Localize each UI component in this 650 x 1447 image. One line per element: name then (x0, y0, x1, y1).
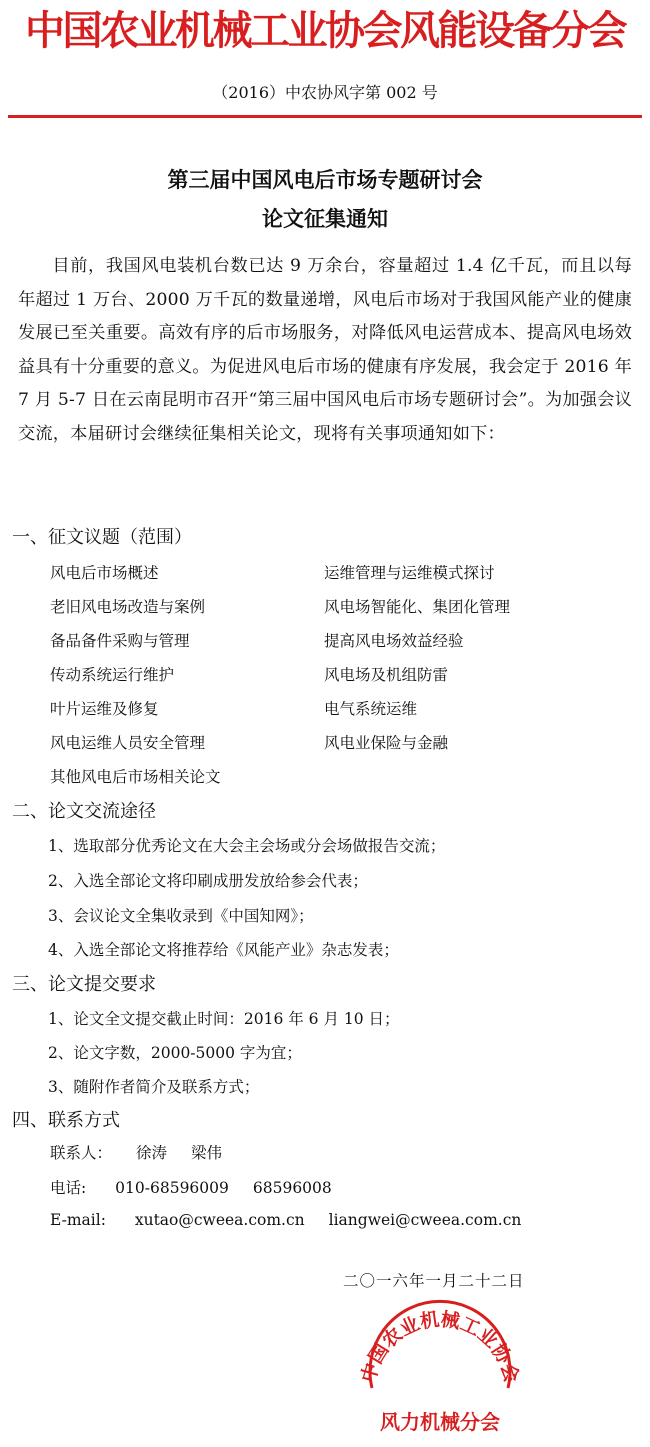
topic-left-item: 风电运维人员安全管理 (50, 734, 206, 752)
document-number: （2016）中农协风字第 002 号 (212, 83, 438, 102)
title-line-2: 论文征集通知 (262, 206, 388, 231)
topic-left-item: 其他风电后市场相关论文 (50, 768, 221, 786)
header-divider (8, 115, 642, 118)
topic-right-item: 电气系统运维 (324, 700, 418, 718)
section-heading-contact: 四、联系方式 (12, 1110, 120, 1131)
issue-date: 二〇一六年一月二十二日 (343, 1272, 525, 1290)
exchange-item: 4、入选全部论文将推荐给《风能产业》杂志发表； (48, 941, 399, 959)
contact-phone-label: 电话: (50, 1179, 92, 1197)
contact-phone-row (50, 1176, 332, 1198)
exchange-item: 3、会议论文全集收录到《中国知网》； (48, 907, 314, 925)
contact-email-label: E-mail: (50, 1211, 111, 1229)
contact-person-2: 梁伟 (191, 1144, 223, 1162)
organization-header: 中国农业机械工业协会风能设备分会 (25, 7, 625, 54)
topic-left-item: 叶片运维及修复 (50, 700, 159, 718)
section-heading-requirements: 三、论文提交要求 (12, 974, 156, 995)
requirement-item: 3、随附作者简介及联系方式； (48, 1078, 260, 1096)
title-line-1: 第三届中国风电后市场专题研讨会 (167, 167, 483, 192)
topic-right-item: 风电场及机组防雷 (324, 666, 449, 684)
section-heading-topics: 一、征文议题（范围） (12, 527, 192, 548)
seal-arc-text (357, 1308, 524, 1385)
topic-right-item: 运维管理与运维模式探讨 (324, 564, 495, 582)
official-seal (350, 1292, 530, 1437)
topic-left-item: 备品备件采购与管理 (50, 632, 190, 650)
topic-right-item: 风电业保险与金融 (324, 734, 449, 752)
intro-paragraph: 目前，我国风电装机台数已达 9 万余台，容量超过 1.4 亿千瓦，而且以每年超过 1 万台、2000 万千瓦的数量递增，风电后市场对于我国风能产业的健康发展已至关重要。高效有序的后市场服务，对降低风电运营成本、提高风电场效益具有十分重要的意义。为促进风电后市场的健康有序发展，我会定于 2016 年 7 月 5-7 日在云南昆明市召开“第三届中国风电后市场专题研讨会”。为加强会议交流，本届研讨会继续征集相关论文，现将有关事项通知如下： (18, 256, 632, 444)
topic-right-item: 风电场智能化、集团化管理 (324, 598, 511, 616)
contact-email-2[interactable]: liangwei@cweea.com.cn (328, 1211, 522, 1229)
contact-phone-2: 68596008 (252, 1179, 332, 1197)
topic-left-item: 风电后市场概述 (50, 564, 159, 582)
contact-person-label: 联系人： (50, 1144, 113, 1162)
section-heading-exchange: 二、论文交流途径 (12, 801, 156, 822)
contact-person-row (50, 1141, 222, 1163)
seal-bottom-text: 风力机械分会 (380, 1410, 500, 1434)
exchange-item: 2、入选全部论文将印刷成册发放给参会代表； (48, 872, 368, 890)
topic-right-item: 提高风电场效益经验 (324, 632, 464, 650)
requirement-item: 1、论文全文提交截止时间：2016 年 6 月 10 日； (48, 1010, 400, 1028)
requirement-item: 2、论文字数，2000-5000 字为宜； (48, 1044, 302, 1062)
contact-email-1[interactable]: xutao@cweea.com.cn (134, 1211, 305, 1229)
contact-email-row (50, 1211, 521, 1229)
topic-left-item: 老旧风电场改造与案例 (50, 598, 206, 616)
contact-person-1: 徐涛 (136, 1144, 168, 1162)
topic-left-item: 传动系统运行维护 (50, 666, 175, 684)
contact-phone-1: 010-68596009 (115, 1179, 229, 1197)
exchange-item: 1、选取部分优秀论文在大会主会场或分会场做报告交流； (48, 837, 446, 855)
seal-top-text: 中国农业机械工业协会 (357, 1308, 523, 1385)
